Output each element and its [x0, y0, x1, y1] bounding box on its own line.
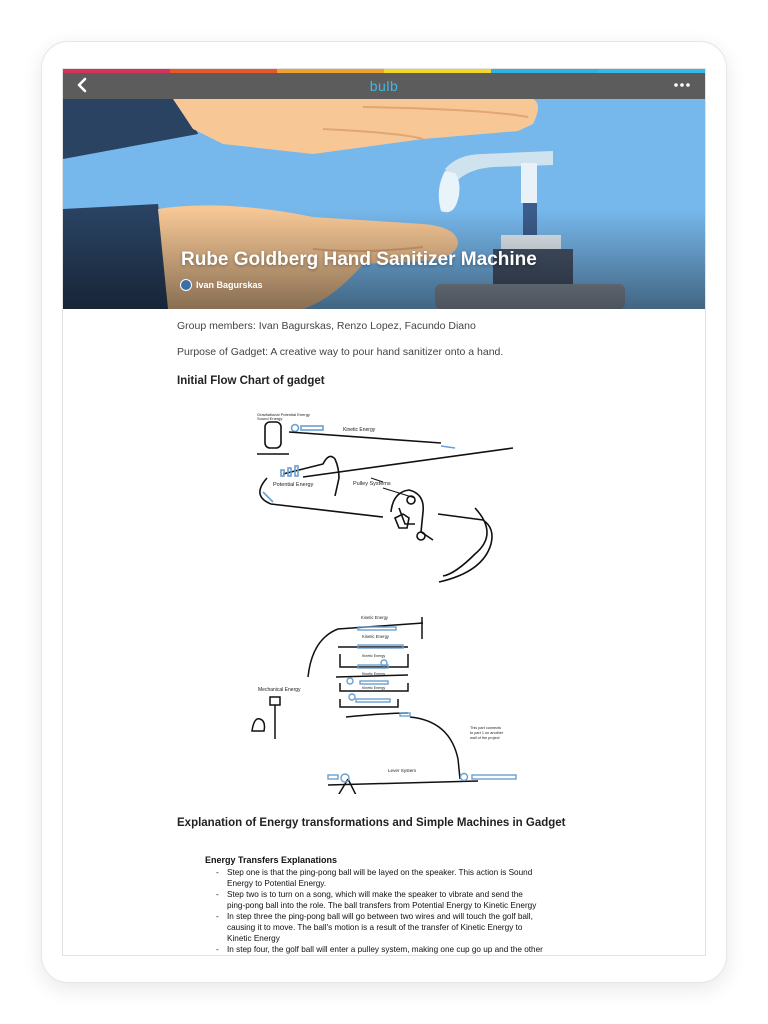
- note-line-3: wall of the project: [470, 736, 500, 740]
- energy-list: [205, 867, 575, 955]
- author-link[interactable]: [180, 279, 263, 291]
- label-gpe-2: Sound Energy: [257, 416, 283, 421]
- label-ke-4: Kinetic Energy: [362, 672, 386, 676]
- label-gpe-1: Gravitational Potential Energy: [257, 412, 310, 417]
- label-ke-5: Kinetic Energy: [362, 686, 386, 690]
- label-ke-1: Kinetic Energy: [361, 615, 388, 620]
- energy-section: [205, 855, 575, 955]
- avatar: [180, 279, 192, 291]
- note-line-2: to part 1 on another: [470, 731, 504, 735]
- explanation-heading: Explanation of Energy transformations and Simple Machines in Gadget: [177, 817, 566, 829]
- note-line-1: This part connects: [470, 726, 502, 730]
- app-screen: [62, 68, 706, 956]
- page-title: Rube Goldberg Hand Sanitizer Machine: [181, 249, 537, 270]
- purpose-text: Purpose of Gadget: A creative way to pour hand sanitizer onto a hand.: [177, 346, 504, 358]
- label-ke-3: Kinetic Energy: [362, 654, 386, 658]
- list-item: - Step one is that the ping-pong ball will be layed on the speaker. This action is Sound Energy to Potential Energy.: [205, 867, 575, 889]
- label-kinetic: Kinetic Energy: [343, 427, 376, 433]
- label-mechanical: Mechanical Energy: [258, 687, 301, 693]
- flow-chart-part-2: [248, 609, 548, 794]
- list-item: - Step two is to turn on a song, which will make the speaker to vibrate and send the ping-pong ball into the role. The ball transfers from Potential Energy to Kinetic Energy: [205, 889, 575, 911]
- label-lever: Lever System: [388, 768, 417, 773]
- label-ke-2: Kinetic Energy: [362, 634, 389, 639]
- flow-chart-part-1: [243, 404, 533, 589]
- list-item: - In step four, the golf ball will enter a pulley system, making one cup go up and the other: [205, 944, 575, 955]
- flow-chart-heading: Initial Flow Chart of gadget: [177, 375, 325, 387]
- label-pulley: Pulley Systems: [353, 481, 391, 487]
- label-potential: Potential Energy: [273, 482, 314, 488]
- hero-banner: [63, 99, 705, 309]
- back-button[interactable]: [75, 76, 95, 96]
- chevron-left-icon: [75, 76, 89, 94]
- group-members-text: Group members: Ivan Bagurskas, Renzo Lopez, Facundo Diano: [177, 320, 476, 332]
- energy-title: Energy Transfers Explanations: [205, 855, 338, 865]
- hero-illustration: [63, 99, 705, 309]
- brand-logo: bulb: [369, 78, 399, 94]
- list-item: - In step three the ping-pong ball will go between two wires and will touch the golf ball, causing it to move. The ball's motion is a result of the transfer of Kinetic Energy to Kinetic Energy: [205, 911, 575, 944]
- more-horizontal-icon: [673, 75, 691, 95]
- author-name: Ivan Bagurskas: [196, 280, 263, 290]
- more-options-button[interactable]: [673, 75, 691, 101]
- top-bar: [63, 73, 705, 99]
